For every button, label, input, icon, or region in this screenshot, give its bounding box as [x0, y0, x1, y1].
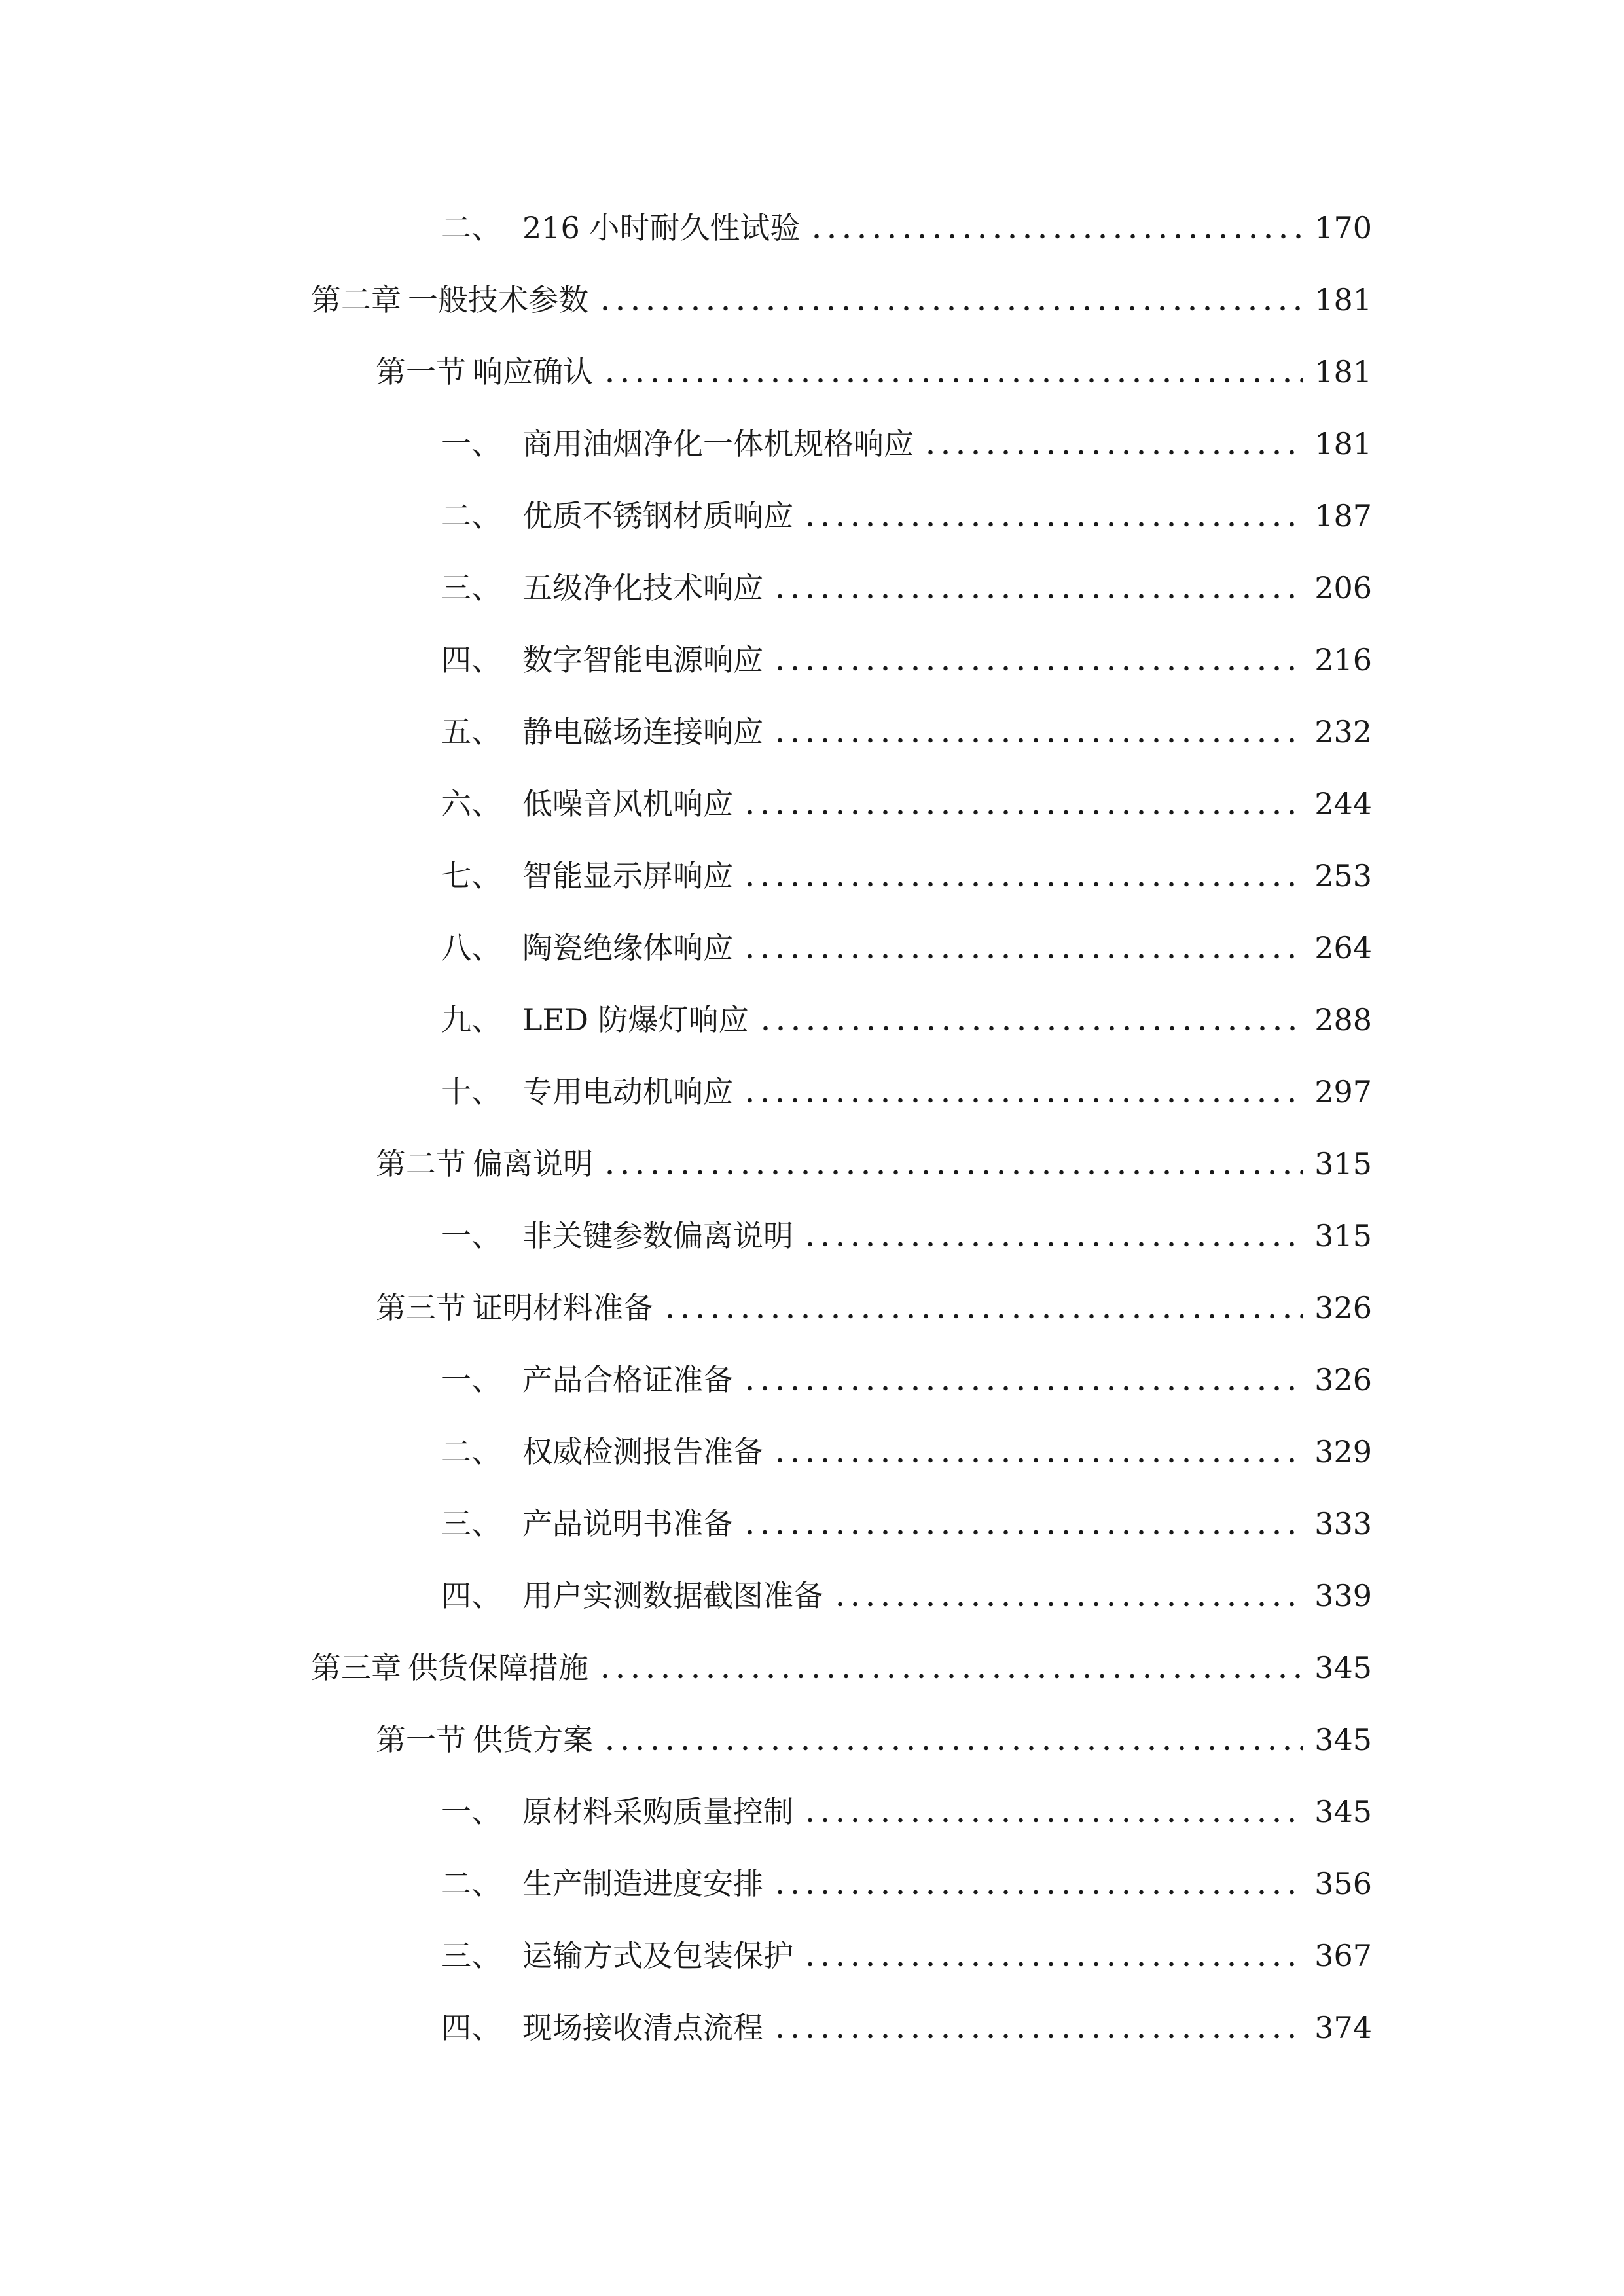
dot-leader: [772, 592, 1303, 600]
dot-leader: [809, 232, 1303, 240]
dot-leader: [662, 1312, 1303, 1320]
dot-leader: [803, 520, 1303, 528]
toc-entry-number: 第二节: [376, 1146, 466, 1181]
toc-entry-number: 三、: [441, 1938, 501, 1973]
dot-leader: [803, 1240, 1303, 1248]
toc-entry-number: 三、: [441, 570, 501, 605]
toc-entry[interactable]: [441, 706, 1372, 758]
toc-entry[interactable]: [441, 418, 1372, 470]
toc-entry[interactable]: [441, 1498, 1372, 1550]
toc-entry-title: 证明材料准备: [473, 1290, 653, 1325]
dot-leader: [923, 448, 1303, 456]
toc-entry[interactable]: [376, 346, 1372, 398]
toc-entry[interactable]: [441, 1210, 1372, 1262]
toc-entry-number: 一、: [441, 1362, 501, 1397]
dot-leader: [742, 1384, 1303, 1392]
toc-entry-title: 权威检测报告准备: [522, 1434, 763, 1469]
toc-entry-page: 315: [1314, 1218, 1372, 1253]
toc-entry[interactable]: [376, 1282, 1372, 1334]
toc-entry-number: 第三节: [376, 1290, 466, 1325]
toc-entry-number: 三、: [441, 1506, 501, 1541]
dot-leader: [772, 1888, 1303, 1896]
toc-entry[interactable]: [441, 778, 1372, 830]
toc-entry-title: 产品说明书准备: [522, 1506, 733, 1541]
toc-entry-number: 七、: [441, 858, 501, 893]
toc-entry-title: 偏离说明: [473, 1146, 593, 1181]
toc-entry-title: 数字智能电源响应: [522, 642, 763, 677]
toc-entry-number: 二、: [441, 1866, 501, 1901]
toc-entry-number: 四、: [441, 1578, 501, 1613]
toc-entry-number: 四、: [441, 642, 501, 677]
toc-entry[interactable]: [441, 922, 1372, 974]
dot-leader: [598, 304, 1303, 312]
dot-leader: [598, 1672, 1303, 1680]
toc-entry-page: 187: [1314, 498, 1372, 533]
dot-leader: [602, 1168, 1303, 1176]
toc-entry-page: 264: [1314, 930, 1372, 965]
toc-entry[interactable]: [441, 850, 1372, 902]
dot-leader: [772, 664, 1303, 672]
toc-entry-page: 288: [1314, 1002, 1372, 1037]
toc-entry[interactable]: [441, 2001, 1372, 2054]
toc-entry-page: 329: [1314, 1434, 1372, 1469]
toc-entry-title: 一般技术参数: [408, 282, 588, 317]
toc-entry-page: 326: [1314, 1362, 1372, 1397]
toc-entry-title: 现场接收清点流程: [522, 2010, 763, 2045]
toc-entry[interactable]: [441, 1857, 1372, 1910]
toc-entry-title: 非关键参数偏离说明: [522, 1218, 793, 1253]
dot-leader: [772, 1456, 1303, 1464]
toc-entry-number: 二、: [441, 498, 501, 533]
dot-leader: [742, 880, 1303, 888]
toc-entry-title: 216 小时耐久性试验: [522, 210, 801, 245]
toc-entry[interactable]: [441, 1785, 1372, 1838]
dot-leader: [742, 1528, 1303, 1536]
toc-entry-number: 六、: [441, 786, 501, 821]
toc-entry-title: 商用油烟净化一体机规格响应: [522, 426, 914, 461]
toc-entry-number: 十、: [441, 1074, 501, 1109]
toc-entry-number: 第三章: [311, 1650, 401, 1685]
toc-entry[interactable]: [441, 1929, 1372, 1982]
toc-entry-page: 232: [1314, 714, 1372, 749]
toc-entry-title: 原材料采购质量控制: [522, 1794, 793, 1829]
toc-entry-page: 244: [1314, 786, 1372, 821]
toc-entry-page: 333: [1314, 1506, 1372, 1541]
toc-entry-page: 315: [1314, 1146, 1372, 1181]
toc-entry-page: 326: [1314, 1290, 1372, 1325]
toc-entry-number: 第二章: [311, 282, 401, 317]
toc-entry-title: 优质不锈钢材质响应: [522, 498, 793, 533]
toc-entry-page: 253: [1314, 858, 1372, 893]
toc-entry-page: 206: [1314, 570, 1372, 605]
toc-entry[interactable]: [376, 1138, 1372, 1190]
toc-entry[interactable]: [311, 1641, 1372, 1694]
toc-entry-number: 四、: [441, 2010, 501, 2045]
toc-entry-page: 297: [1314, 1074, 1372, 1109]
dot-leader: [833, 1600, 1303, 1608]
toc-entry[interactable]: [441, 634, 1372, 686]
toc-entry-title: 生产制造进度安排: [522, 1866, 763, 1901]
toc-entry-number: 二、: [441, 1434, 501, 1469]
toc-entry-page: 345: [1314, 1722, 1372, 1757]
toc-entry-title: 专用电动机响应: [522, 1074, 733, 1109]
dot-leader: [602, 1744, 1303, 1752]
toc-entry-title: 响应确认: [473, 354, 593, 389]
toc-entry-page: 216: [1314, 642, 1372, 677]
toc-entry[interactable]: [441, 490, 1372, 542]
toc-entry-title: 静电磁场连接响应: [522, 714, 763, 749]
dot-leader: [772, 736, 1303, 744]
toc-entry-number: 一、: [441, 1218, 501, 1253]
toc-entry-number: 九、: [441, 1002, 501, 1037]
toc-entry[interactable]: [441, 994, 1372, 1046]
toc-entry-title: LED 防爆灯响应: [522, 1002, 749, 1037]
toc-entry-page: 339: [1314, 1578, 1372, 1613]
toc-entry-page: 170: [1314, 210, 1372, 245]
toc-entry[interactable]: [441, 1354, 1372, 1406]
dot-leader: [803, 1816, 1303, 1824]
toc-entry-title: 供货保障措施: [408, 1650, 588, 1685]
toc-entry[interactable]: [441, 202, 1372, 254]
dot-leader: [742, 808, 1303, 816]
toc-entry-page: 181: [1314, 426, 1372, 461]
toc-entry[interactable]: [441, 1426, 1372, 1478]
toc-entry-page: 345: [1314, 1794, 1372, 1829]
toc-entry-title: 产品合格证准备: [522, 1362, 733, 1397]
toc-entry[interactable]: [441, 562, 1372, 614]
dot-leader: [758, 1024, 1303, 1032]
toc-entry-title: 五级净化技术响应: [522, 570, 763, 605]
toc-entry-title: 运输方式及包装保护: [522, 1938, 793, 1973]
toc-entry-title: 用户实测数据截图准备: [522, 1578, 823, 1613]
dot-leader: [772, 2032, 1303, 2040]
toc-entry-title: 低噪音风机响应: [522, 786, 733, 821]
toc-entry[interactable]: [376, 1713, 1372, 1766]
toc-entry-number: 八、: [441, 930, 501, 965]
toc-entry-number: 五、: [441, 714, 501, 749]
toc-entry-title: 供货方案: [473, 1722, 593, 1757]
toc-entry-number: 第一节: [376, 1722, 466, 1757]
toc-entry-page: 356: [1314, 1866, 1372, 1901]
dot-leader: [742, 952, 1303, 960]
toc-entry-title: 智能显示屏响应: [522, 858, 733, 893]
toc-entry-number: 第一节: [376, 354, 466, 389]
dot-leader: [742, 1096, 1303, 1104]
toc-entry-number: 一、: [441, 1794, 501, 1829]
toc-entry-title: 陶瓷绝缘体响应: [522, 930, 733, 965]
dot-leader: [803, 1960, 1303, 1968]
toc-entry[interactable]: [441, 1570, 1372, 1622]
toc-entry[interactable]: [441, 1066, 1372, 1118]
toc-entry[interactable]: [311, 274, 1372, 326]
toc-entry-page: 345: [1314, 1650, 1372, 1685]
toc-entry-page: 367: [1314, 1938, 1372, 1973]
toc-entry-number: 一、: [441, 426, 501, 461]
toc-entry-page: 181: [1314, 282, 1372, 317]
toc-entry-page: 374: [1314, 2010, 1372, 2045]
dot-leader: [602, 376, 1303, 384]
toc-entry-number: 二、: [441, 210, 501, 245]
toc-entry-page: 181: [1314, 354, 1372, 389]
